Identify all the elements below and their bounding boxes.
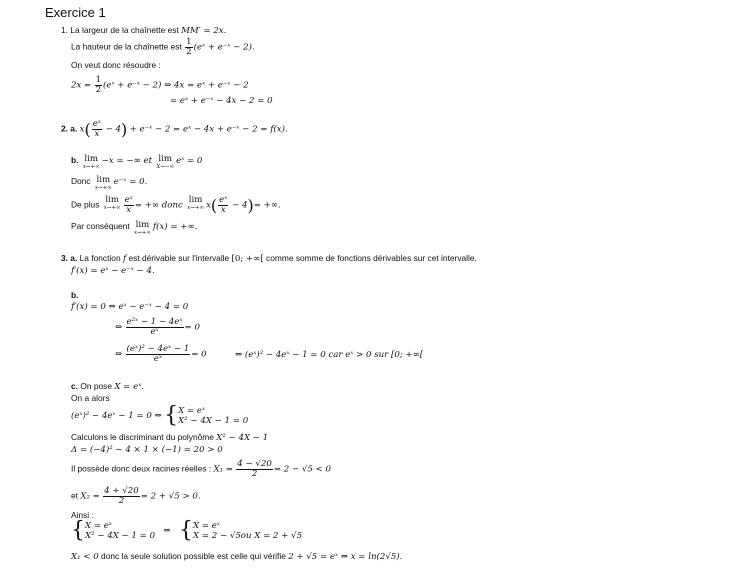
q2b-line: b. lim x→+∞ −x = −∞ et lim X→−∞ eˣ = 0 <box>71 154 203 170</box>
q2a-line: 2. a. x( $\frac{\text{eˣ}}{x}$ − 4) + e⁻ˣ − 2 = eˣ − 4x + e⁻ˣ − 2 = f(x). <box>61 119 288 139</box>
q3c-calc: Calculons le discriminant du polynôme X² − 4X − 1 <box>71 432 269 443</box>
q2b-donc: Donc lim x→+∞ e⁻ˣ = 0. <box>71 175 148 191</box>
q3a-line: 3. a. La fonction f est dérivable sur l'intervalle [0; +∞[ comme somme de fonctions dérivables sur cet intervalle. <box>61 253 477 264</box>
q3c-system1: (eˣ)² − 4eˣ − 1 = 0 ⇔ { X = eˣ X² − 4X − 1 = 0 <box>71 403 249 428</box>
q1-line1: 1. La largeur de la chaînette est MM′ = 2x. <box>61 25 227 36</box>
q3b-eq1: f′(x) = 0 ⇔ eˣ − e⁻ˣ − 4 = 0 <box>71 302 189 312</box>
q3c-onaalors: On a alors <box>71 393 110 403</box>
exercise-title: Exercice 1 <box>45 5 106 20</box>
q3b-label: b. <box>71 290 79 300</box>
q3c-racines: Il possède donc deux racines réelles : X₁ = $\frac{4 - √20}{2}$ = 2 − √5 < 0 <box>71 459 331 479</box>
q3a-derivative: f′(x) = eˣ − e⁻ˣ − 4. <box>71 266 155 276</box>
q3c-delta: Δ = (−4)² − 4 × 1 × (−1) = 20 > 0 <box>71 445 223 455</box>
q2b-deplus: De plus lim x→+∞ $\frac{\text{eˣ}}{x}$ = +∞ donc lim x→+∞ x( $\frac{\text{eˣ}}{x}$ − 4)= +∞. <box>71 195 281 215</box>
q1-line2: La hauteur de la chaînette est $\frac{1}{2}$ (eˣ + e⁻ˣ − 2). <box>71 37 255 57</box>
q1-equation1: 2x = $\frac{1}{2}$ (eˣ + e⁻ˣ − 2) ⇔ 4x = eˣ + e⁻ˣ − 2 <box>71 75 249 95</box>
q1-equation2: = eˣ + e⁻ˣ − 4x − 2 = 0 <box>170 96 273 106</box>
q3c-x2: et X₂ = $\frac{4 + √20}{2}$ = 2 + √5 > 0. <box>71 486 201 506</box>
q3c-ainsi: Ainsi : <box>71 510 94 520</box>
q3c-system2: { X = eˣ X² − 4X − 1 = 0 ⇔ { X = eˣ X = 2 − √5ou X = 2 + √5 <box>71 518 303 543</box>
q1-line3: On veut donc résoudre : <box>71 60 161 70</box>
q3c-line: c. On pose X = eˣ. <box>71 381 144 392</box>
q3b-eq2: ⇔ $\frac{\text{e²ˣ − 1 − 4eˣ}}{\text{eˣ}}$ = 0 <box>115 317 200 337</box>
q3c-final: X₁ < 0 donc la seule solution possible est celle qui vérifie 2 + √5 = eˣ ⇔ x = ln(2√5). <box>71 551 403 562</box>
q2b-parconsequent: Par conséquent lim x→+∞ f(x) = +∞. <box>71 220 198 236</box>
q3b-eq3: ⇔ $\frac{\text{(eˣ)² − 4eˣ − 1}}{\text{eˣ}}$ = 0 ⇔ (eˣ)² − 4eˣ − 1 = 0 car eˣ > 0 sur [0; +∞[ <box>115 344 424 364</box>
